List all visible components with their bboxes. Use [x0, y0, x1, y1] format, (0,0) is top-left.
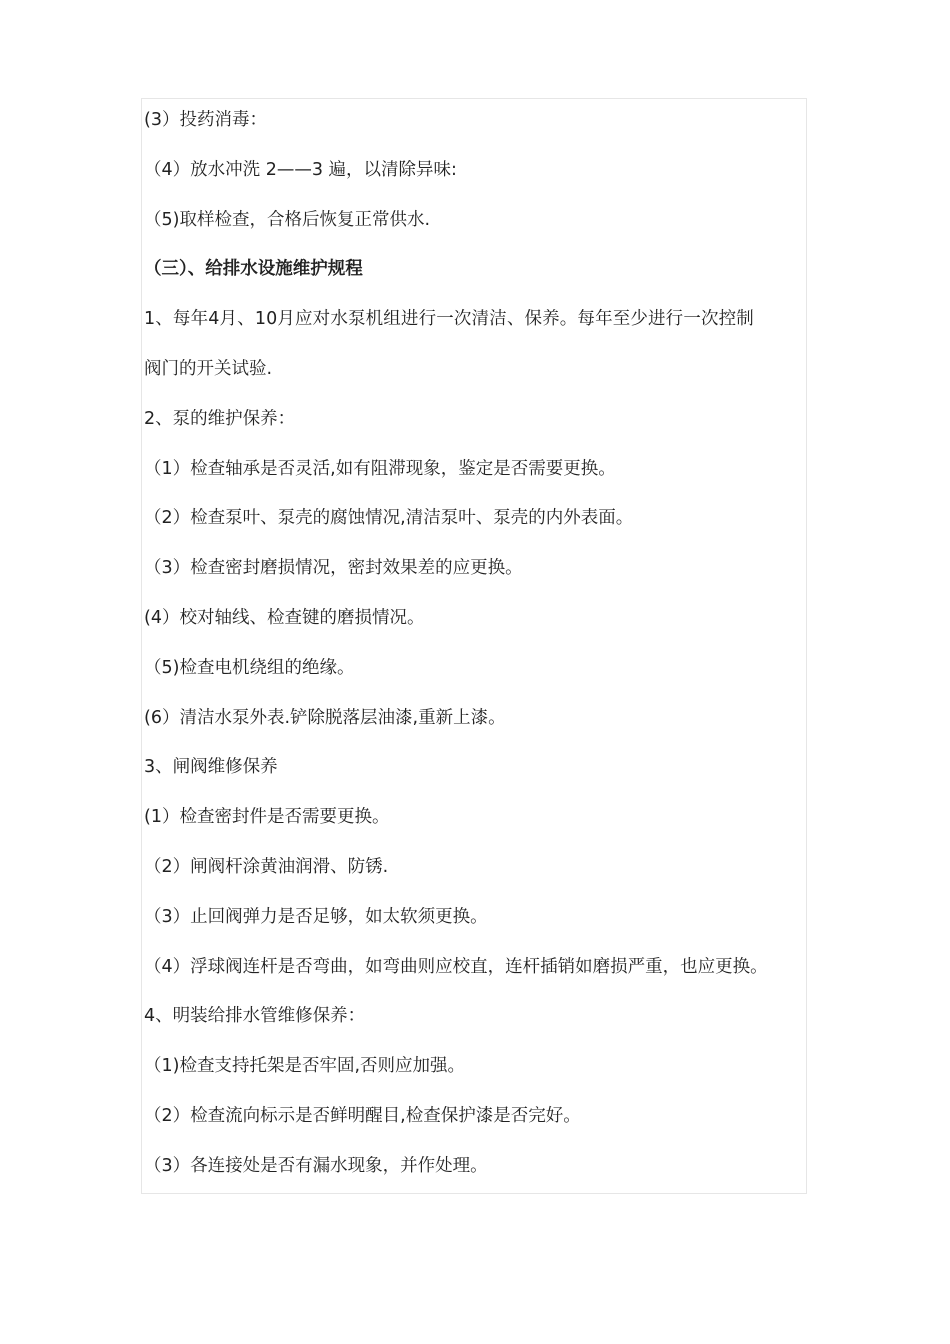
text-line: （4）放水冲洗 2——3 遍，以清除异味:	[144, 159, 457, 180]
text-line: （4）浮球阀连杆是否弯曲，如弯曲则应校直，连杆插销如磨损严重，也应更换。	[144, 956, 768, 977]
text-line: （3）检查密封磨损情况，密封效果差的应更换。	[144, 558, 523, 579]
subsection-heading: 4、明装给排水管维修保养：	[144, 1006, 366, 1027]
text-line: (6）清洁水泵外表.铲除脱落层油漆,重新上漆。	[144, 707, 506, 728]
text-line: （5)取样检查，合格后恢复正常供水.	[144, 209, 431, 230]
text-line: （2）闸阀杆涂黄油润滑、防锈.	[144, 856, 389, 877]
text-line: （2）检查泵叶、泵壳的腐蚀情况,清洁泵叶、泵壳的内外表面。	[144, 508, 634, 529]
section-heading: （三）、给排水设施维护规程	[144, 259, 363, 280]
text-line: 1、每年4月、10月应对水泵机组进行一次清洁、保养。每年至少进行一次控制	[144, 309, 754, 330]
text-line: (3）投药消毒：	[144, 110, 267, 130]
text-line: （3）止回阀弹力是否足够，如太软须更换。	[144, 906, 488, 927]
text-line: （5)检查电机绕组的绝缘。	[144, 657, 355, 678]
document-body	[144, 96, 812, 1192]
text-line: （3）各连接处是否有漏水现象，并作处理。	[144, 1155, 488, 1176]
text-line: （1)检查支持托架是否牢固,否则应加强。	[144, 1056, 466, 1077]
subsection-heading: 3、闸阀维修保养	[144, 757, 278, 778]
text-line: (1）检查密封件是否需要更换。	[144, 807, 390, 828]
subsection-heading: 2、泵的维护保养：	[144, 408, 296, 429]
text-line: （2）检查流向标示是否鲜明醒目,检查保护漆是否完好。	[144, 1105, 581, 1126]
text-line: （1）检查轴承是否灵活,如有阻滞现象，鉴定是否需要更换。	[144, 458, 616, 479]
text-line: 阀门的开关试验.	[144, 358, 273, 379]
text-line: (4）校对轴线、检查键的磨损情况。	[144, 607, 425, 628]
